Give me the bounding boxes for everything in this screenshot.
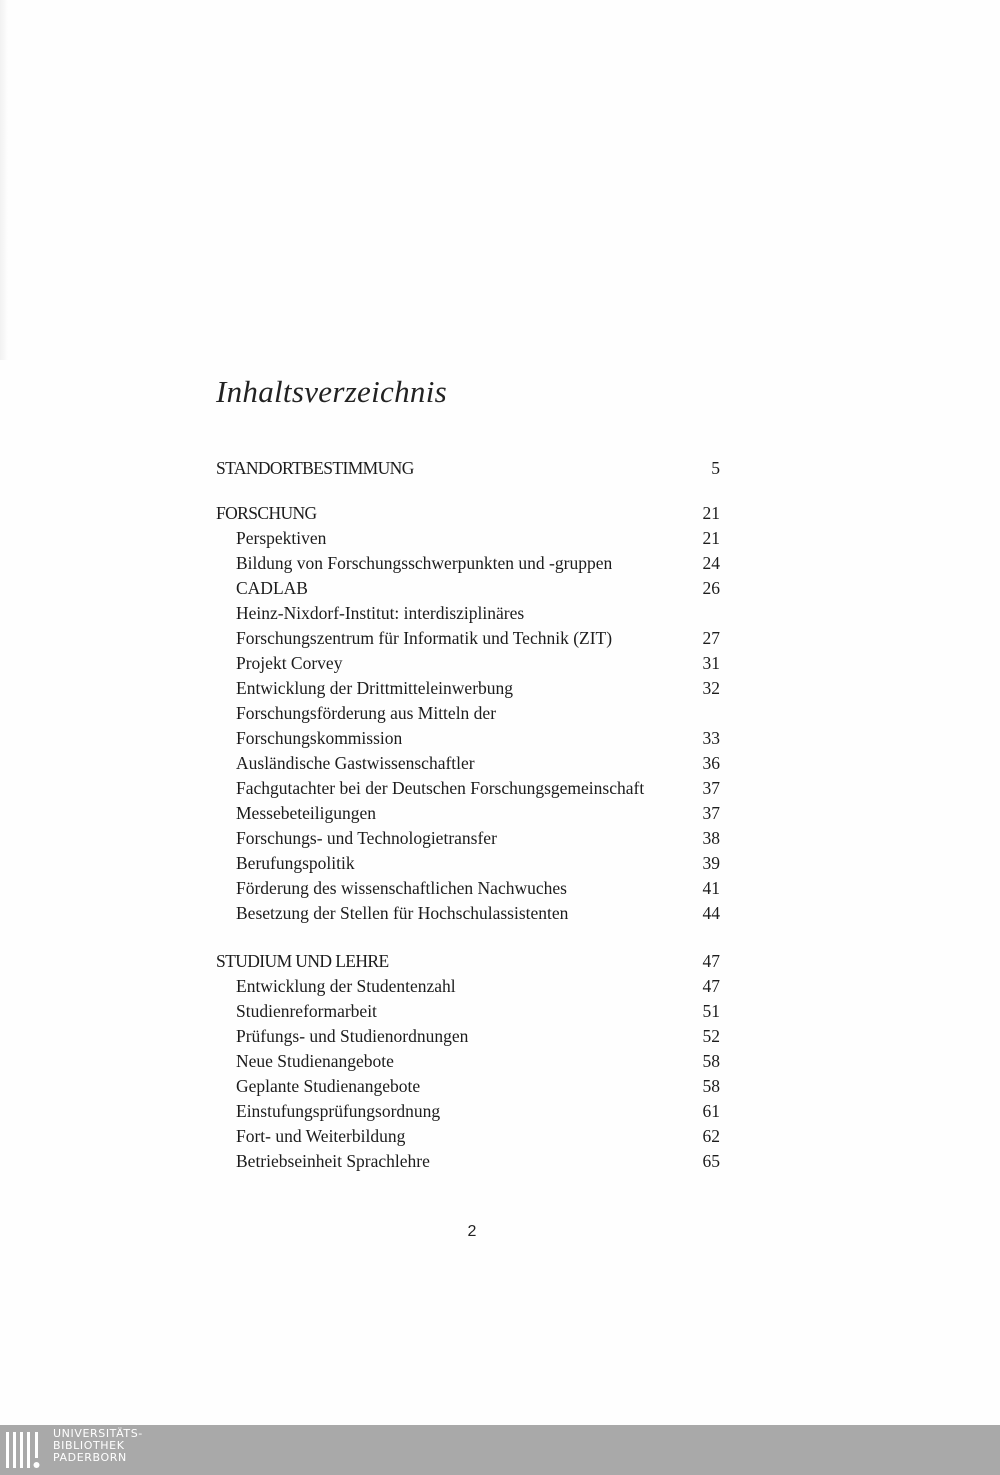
toc-entry-page: 36: [702, 753, 720, 773]
library-footer-bar: [0, 1425, 1000, 1475]
toc-entry: [216, 1099, 720, 1124]
toc-entry: [216, 651, 720, 676]
toc-entry-page: 61: [702, 1101, 720, 1121]
toc-entry-page: 33: [702, 728, 720, 748]
toc-entry-title: Neue Studienangebote: [236, 1051, 394, 1071]
toc-entry-title: Betriebseinheit Sprachlehre: [236, 1151, 430, 1171]
toc-entry: [216, 1149, 720, 1174]
logo-line-3: PADERBORN: [53, 1451, 127, 1464]
toc-entry: [216, 1049, 720, 1074]
toc-entry: [216, 776, 720, 801]
toc-section-studium-und-lehre: [216, 949, 720, 1174]
toc-entry-title: Forschungs- und Technologietransfer: [236, 828, 497, 848]
toc-entry-page: 52: [702, 1026, 720, 1046]
toc-entry-title: Entwicklung der Studentenzahl: [236, 976, 456, 996]
toc-entry-page: 5: [711, 458, 720, 478]
toc-entry-title: Förderung des wissenschaftlichen Nachwuches: [236, 878, 567, 898]
toc-entry: [216, 551, 720, 576]
toc-entry-title: Einstufungsprüfungsordnung: [236, 1101, 441, 1121]
toc-entry-title: Forschungskommission: [236, 728, 403, 748]
toc-entry-page: 44: [702, 903, 720, 923]
toc-entry: [216, 826, 720, 851]
toc-entry-title: Forschungsförderung aus Mitteln der: [236, 703, 497, 723]
toc-entry: [216, 851, 720, 876]
toc-entry-page: 38: [702, 828, 720, 848]
toc-entry: [216, 751, 720, 776]
toc-section-heading: [216, 501, 720, 526]
toc-entry-page: 62: [702, 1126, 720, 1146]
toc-entry-page: 27: [702, 628, 720, 648]
toc-entry-page: 47: [702, 976, 720, 996]
toc-entry-title: Ausländische Gastwissenschaftler: [236, 753, 475, 773]
toc-entry: [216, 626, 720, 651]
toc-entry-title: Entwicklung der Drittmitteleinwerbung: [236, 678, 514, 698]
toc-entry-title: Forschungszentrum für Informatik und Technik (ZIT): [236, 628, 613, 648]
scan-shadow: [0, 0, 8, 360]
toc-entry: [216, 801, 720, 826]
toc-entry-page: 32: [702, 678, 720, 698]
toc-entry: [216, 576, 720, 601]
toc-section-forschung: [216, 501, 720, 926]
library-logo-icon: [6, 1430, 44, 1470]
library-logo-text: [53, 1428, 143, 1464]
toc-entry-title: Heinz-Nixdorf-Institut: interdisziplinäres: [236, 603, 525, 623]
toc-entry-title: Prüfungs- und Studienordnungen: [236, 1026, 469, 1046]
toc-entry-title: Studienreformarbeit: [236, 1001, 377, 1021]
toc-entry: [216, 876, 720, 901]
toc-entry-title: Besetzung der Stellen für Hochschulassistenten: [236, 903, 569, 923]
toc-entry: [216, 974, 720, 999]
toc-section-heading: [216, 949, 720, 974]
toc-entry-page: 47: [702, 951, 720, 971]
toc-entry-title: STUDIUM UND LEHRE: [216, 951, 389, 971]
logo-line-1: UNIVERSITÄTS-: [53, 1427, 143, 1440]
toc-entry-title: Geplante Studienangebote: [236, 1076, 421, 1096]
toc-section-heading: [216, 456, 720, 481]
toc-entry: [216, 676, 720, 701]
toc-entry: [216, 726, 720, 751]
toc-entry-title: CADLAB: [236, 578, 308, 598]
page-title: Inhaltsverzeichnis: [216, 374, 447, 409]
toc-entry-page: 39: [702, 853, 720, 873]
toc-entry: [216, 526, 720, 551]
toc-entry: [216, 601, 720, 626]
toc-entry-title: Fort- und Weiterbildung: [236, 1126, 406, 1146]
page-number: 2: [467, 1223, 477, 1240]
toc-entry: [216, 1074, 720, 1099]
toc-entry-page: 21: [702, 528, 720, 548]
toc-entry-page: 37: [702, 803, 720, 823]
toc-entry-page: 51: [702, 1001, 720, 1021]
toc-entry-title: STANDORTBESTIMMUNG: [216, 458, 414, 478]
toc-entry: [216, 701, 720, 726]
toc-entry: [216, 901, 720, 926]
toc-entry-title: Perspektiven: [236, 528, 327, 548]
toc-entry-page: 31: [702, 653, 720, 673]
toc-entry-page: 58: [702, 1076, 720, 1096]
toc-entry-page: 26: [702, 578, 720, 598]
toc-entry-title: Projekt Corvey: [236, 653, 343, 673]
toc-entry-title: Berufungspolitik: [236, 853, 355, 873]
toc-entry-title: Messebeteiligungen: [236, 803, 376, 823]
toc-entry-page: 24: [702, 553, 720, 573]
toc-entry-page: 58: [702, 1051, 720, 1071]
toc-entry-page: 41: [702, 878, 720, 898]
toc-entry-page: 21: [702, 503, 720, 523]
logo-line-2: BIBLIOTHEK: [53, 1439, 125, 1452]
toc-entry-title: Fachgutachter bei der Deutschen Forschungsgemeinschaft: [236, 778, 645, 798]
toc-entry-title: Bildung von Forschungsschwerpunkten und -gruppen: [236, 553, 613, 573]
toc-entry-page: 37: [702, 778, 720, 798]
toc-entry: [216, 999, 720, 1024]
toc-entry: [216, 1124, 720, 1149]
toc-entry-page: 65: [702, 1151, 720, 1171]
toc-entry-title: FORSCHUNG: [216, 503, 317, 523]
toc-section-standortbestimmung: [216, 456, 720, 481]
toc-entry: [216, 1024, 720, 1049]
